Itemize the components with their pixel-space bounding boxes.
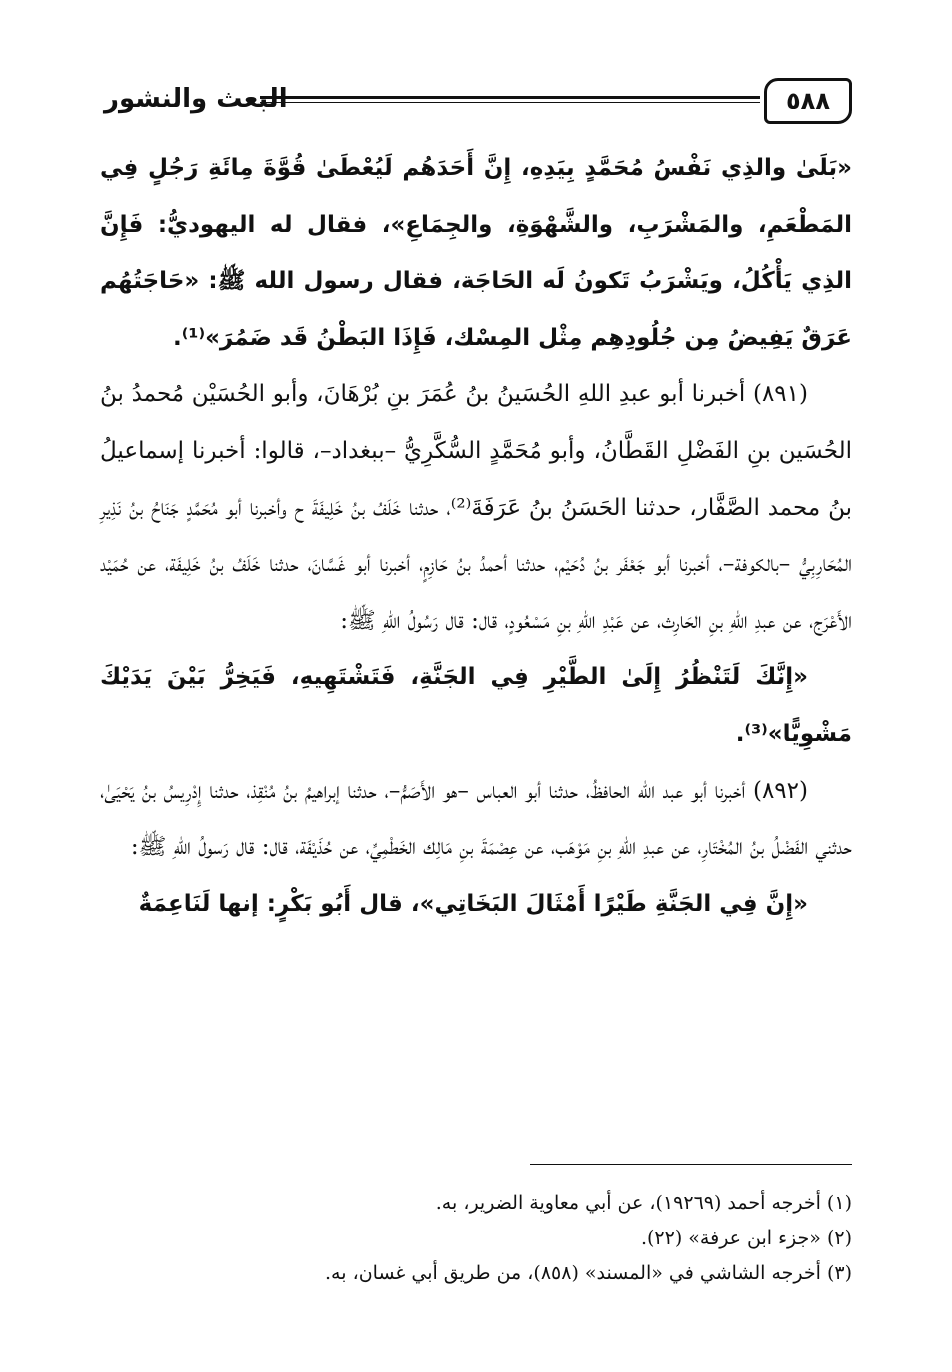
- paragraph-hadith-bakhati: «إِنَّ فِي الجَنَّةِ طَيْرًا أَمْثَالَ البَخَاتِي»، قال أَبُو بَكْرٍ: إنها لَنَاعِمَةٌ: [138, 890, 808, 917]
- footnote-2: (٢) «جزء ابن عرفة» (٢٢).: [640, 1227, 852, 1249]
- paragraph-892: (٨٩٢) أخبرنا أبو عبد الله الحافظُ، حدثنا أبو العباس –هو الأَصَمُّ–، حدثنا إبراهيمُ بنُ مُنْقِذ، حدثنا إِدْرِيسُ بنُ يَحْيَىٰ، حدثني الفَضْلُ بنُ المُخْتَارِ، عن عبدِ اللهِ بنِ مَوْهَب، عن عِصْمَةَ بنِ مَالِك الخَطْمِيِّ، عن حُذَيْفَة، قال: قال رَسولُ اللهِ ﷺ:: [100, 777, 852, 861]
- page-header: [100, 78, 852, 124]
- paragraph-891: (٨٩١) أخبرنا أبو عبدِ اللهِ الحُسَينُ بنُ عُمَرَ بنِ بُرْهَانَ، وأبو الحُسَيْن مُحمدُ بنُ الحُسَين بنِ الفَضْلِ القَطَّانُ، وأبو مُحَمَّدٍ السُّكَّرِيُّ –ببغداد–، قالوا: أخبرنا إسماعيلُ بنُ محمد الصَّفَّار، حدثنا الحَسَنُ بنُ عَرَفَةَ⁽²⁾، حدثنا خَلَفُ بنُ خَلِيفَةَ ح وأخبرنا أبو مُحَمَّدٍ جَنَاحُ بنُ نَذِيرِ المُحَارِبِيُّ –بالكوفة–، أخبرنا أبو جَعْفَر بنُ دُحَيْم، حدثنا أحمدُ بنُ حَازِمٍ، أخبرنا أبو غَسَّانَ، حدثنا خَلَفُ بنُ خَلِيفَة، عن حُمَيْد الأَعْرَج، عن عبدِ اللهِ بنِ الحَارِث، عن عَبْدِ اللهِ بنِ مَسْعُودٍ، قال: قال رَسُولُ اللهِ ﷺ:: [100, 381, 852, 634]
- page-number: ٥٨٨: [764, 78, 852, 124]
- footnotes: [100, 1186, 852, 1291]
- footnote-3: (٣) أخرجه الشاشي في «المسند» (٨٥٨)، من طريق أبي غسان، به.: [325, 1262, 852, 1284]
- footnote-1: (١) أخرجه أحمد (١٩٢٦٩)، عن أبي معاوية الضرير، به.: [435, 1192, 852, 1214]
- running-title: البعث والنشور: [104, 84, 288, 114]
- header-rule: [260, 96, 760, 103]
- footnote-separator: [530, 1164, 852, 1165]
- main-text: [100, 140, 852, 932]
- paragraph-hadith-bird: «إِنَّكَ لَتَنْظُرُ إِلَىٰ الطَّيْرِ فِي الجَنَّةِ، فَتَشْتَهِيهِ، فَيَخِرُّ بَيْنَ يَدَيْكَ مَشْوِيًّا»⁽³⁾.: [100, 664, 852, 747]
- paragraph-hadith-continuation: «بَلَىٰ والذِي نَفْسُ مُحَمَّدٍ بِيَدِهِ، إِنَّ أَحَدَهُم لَيُعْطَىٰ قُوَّةَ مِائَةِ رَجُلٍ فِي المَطْعَمِ، والمَشْرَبِ، والشَّهْوَةِ، والجِمَاعِ»، فقال له اليهوديُّ: فَإِنَّ الذِي يَأْكُلُ، ويَشْرَبُ تَكونُ لَه الحَاجَة، فقال رسول الله ﷺ: «حَاجَتُهُم عَرَقٌ يَفِيضُ مِن جُلُودِهِم مِثْل المِسْك، فَإِذَا البَطْنُ قَد ضَمُرَ»⁽¹⁾.: [100, 155, 852, 351]
